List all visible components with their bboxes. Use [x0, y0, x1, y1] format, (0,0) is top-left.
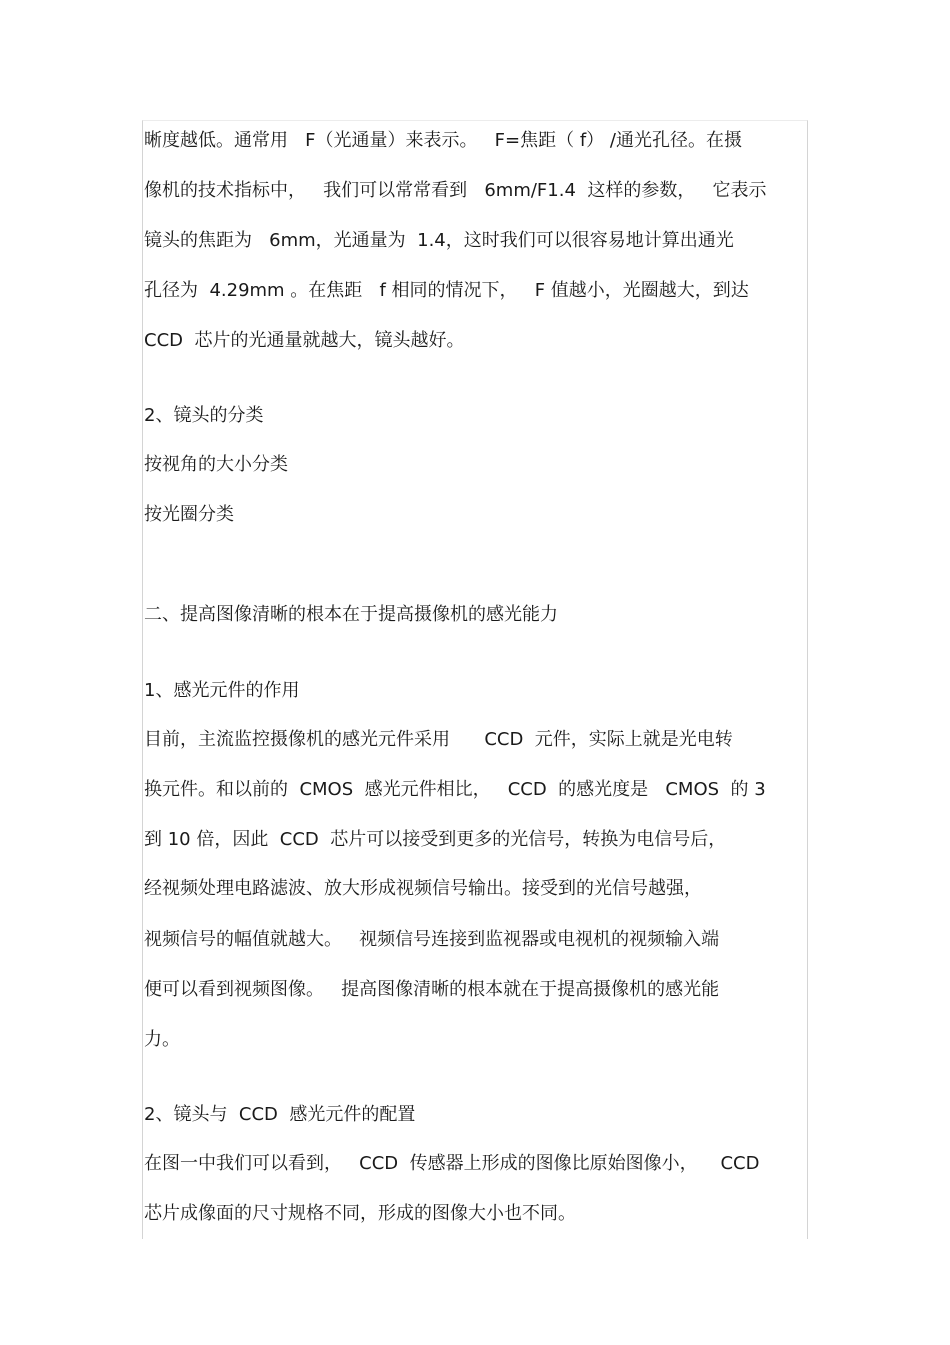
section-heading: 2、镜头与 CCD 感光元件的配置: [144, 1104, 416, 1125]
chapter-heading: 二、提高图像清晰的根本在于提高摄像机的感光能力: [144, 604, 558, 625]
paragraph-line: 便可以看到视频图像。 提高图像清晰的根本就在于提高摄像机的感光能: [144, 979, 720, 1000]
paragraph-line: 晰度越低。通常用 F（光通量）来表示。 F=焦距（ f） /通光孔径。在摄: [144, 130, 742, 151]
section-heading: 1、感光元件的作用: [144, 680, 300, 701]
paragraph-line: 孔径为 4.29mm 。在焦距 f 相同的情况下， F 值越小，光圈越大，到达: [144, 280, 749, 301]
paragraph-line: 在图一中我们可以看到， CCD 传感器上形成的图像比原始图像小， CCD: [144, 1153, 760, 1174]
paragraph-line: 芯片成像面的尺寸规格不同，形成的图像大小也不同。: [144, 1203, 576, 1224]
paragraph-line: CCD 芯片的光通量就越大，镜头越好。: [144, 330, 465, 351]
paragraph-line: 像机的技术指标中， 我们可以常常看到 6mm/F1.4 这样的参数， 它表示: [144, 180, 767, 201]
section-heading: 2、镜头的分类: [144, 405, 264, 426]
paragraph-line: 目前，主流监控摄像机的感光元件采用 CCD 元件，实际上就是光电转: [144, 729, 733, 750]
paragraph-line: 视频信号的幅值就越大。 视频信号连接到监视器或电视机的视频输入端: [144, 929, 720, 950]
list-item: 按视角的大小分类: [144, 454, 288, 475]
paragraph-line: 经视频处理电路滤波、放大形成视频信号输出。接受到的光信号越强，: [144, 878, 702, 899]
paragraph-line: 换元件。和以前的 CMOS 感光元件相比， CCD 的感光度是 CMOS 的 3: [144, 779, 766, 800]
list-item: 按光圈分类: [144, 504, 234, 525]
paragraph-line: 到 10 倍，因此 CCD 芯片可以接受到更多的光信号，转换为电信号后，: [144, 829, 727, 850]
paragraph-line: 力。: [144, 1029, 180, 1050]
paragraph-line: 镜头的焦距为 6mm，光通量为 1.4，这时我们可以很容易地计算出通光: [144, 230, 734, 251]
